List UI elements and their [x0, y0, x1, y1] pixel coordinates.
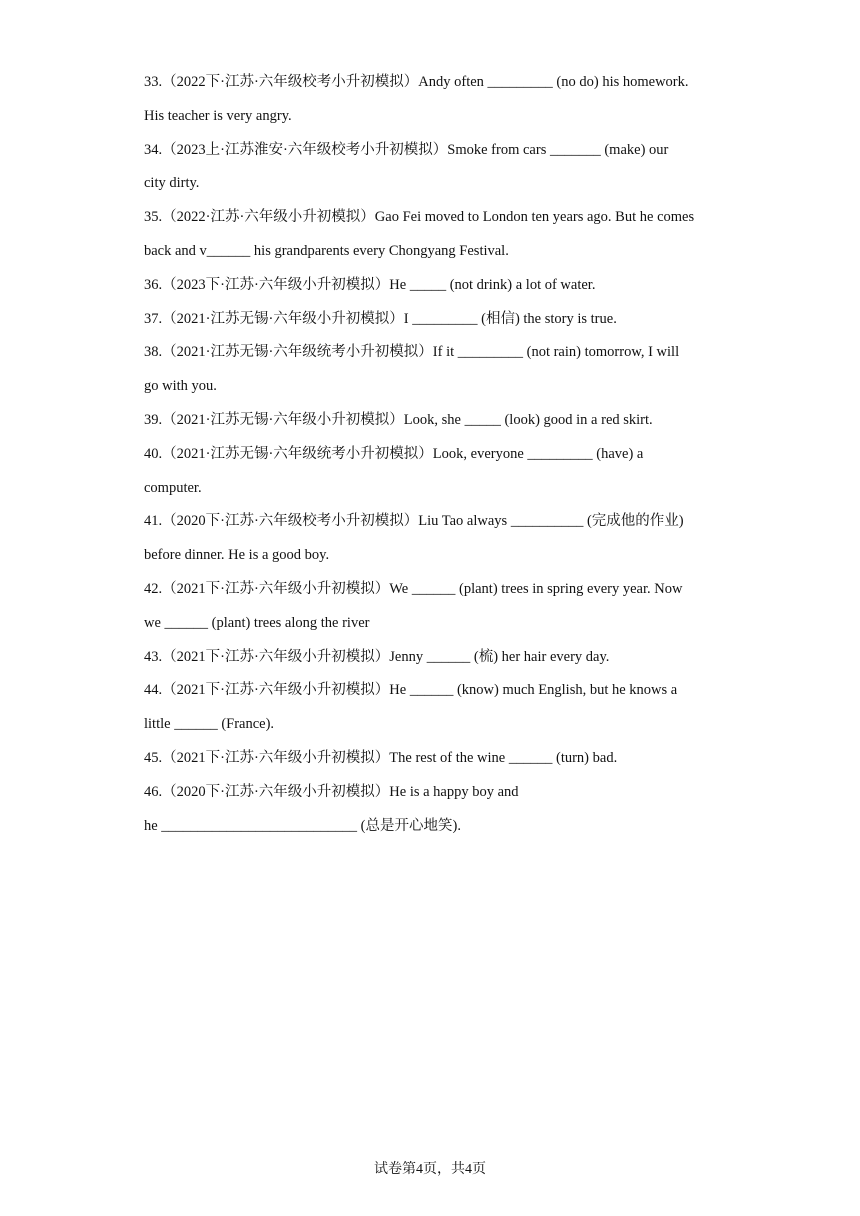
question-39: 39.（2021·江苏无锡·六年级小升初模拟）Look, she _____ (look) good in a red skirt.: [144, 411, 653, 428]
question-34-line-1: 34.（2023上·江苏淮安·六年级校考小升初模拟）Smoke from cars _______ (make) our: [144, 141, 669, 158]
question-34-line-2: city dirty.: [144, 175, 200, 192]
question-40-line-1: 40.（2021·江苏无锡·六年级统考小升初模拟）Look, everyone _________ (have) a: [144, 445, 644, 462]
question-40-line-2: computer.: [144, 479, 202, 496]
question-46-line-2: he ___________________________ (总是开心地笑).: [144, 817, 461, 834]
question-list: [144, 66, 718, 843]
question-38-line-2: go with you.: [144, 378, 217, 395]
question-46-line-1: 46.（2020下·江苏·六年级小升初模拟）He is a happy boy and: [144, 783, 519, 800]
question-44-line-2: little ______ (France).: [144, 716, 275, 733]
question-41-line-1: 41.（2020下·江苏·六年级校考小升初模拟）Liu Tao always __________ (完成他的作业): [144, 513, 684, 530]
question-35-line-2: back and v______ his grandparents every Chongyang Festival.: [144, 242, 509, 259]
question-35-line-1: 35.（2022·江苏·六年级小升初模拟）Gao Fei moved to London ten years ago. But he comes: [144, 209, 695, 226]
question-38-line-1: 38.（2021·江苏无锡·六年级统考小升初模拟）If it _________ (not rain) tomorrow, I will: [144, 344, 680, 361]
question-44-line-1: 44.（2021下·江苏·六年级小升初模拟）He ______ (know) much English, but he knows a: [144, 682, 678, 699]
question-33-line-1: 33.（2022下·江苏·六年级校考小升初模拟）Andy often _________ (no do) his homework.: [144, 74, 689, 90]
question-41-line-2: before dinner. He is a good boy.: [144, 547, 330, 564]
question-42-line-2: we ______ (plant) trees along the river: [144, 614, 370, 631]
question-45: 45.（2021下·江苏·六年级小升初模拟）The rest of the wine ______ (turn) bad.: [144, 749, 618, 766]
question-43: 43.（2021下·江苏·六年级小升初模拟）Jenny ______ (梳) her hair every day.: [144, 648, 610, 665]
page-footer: 试卷第4页，共4页: [374, 1162, 486, 1177]
question-37: 37.（2021·江苏无锡·六年级小升初模拟）I _________ (相信) the story is true.: [144, 310, 617, 327]
question-36: 36.（2023下·江苏·六年级小升初模拟）He _____ (not drink) a lot of water.: [144, 276, 596, 293]
question-33-line-2: His teacher is very angry.: [144, 107, 292, 124]
question-42-line-1: 42.（2021下·江苏·六年级小升初模拟）We ______ (plant) trees in spring every year. Now: [144, 580, 683, 597]
